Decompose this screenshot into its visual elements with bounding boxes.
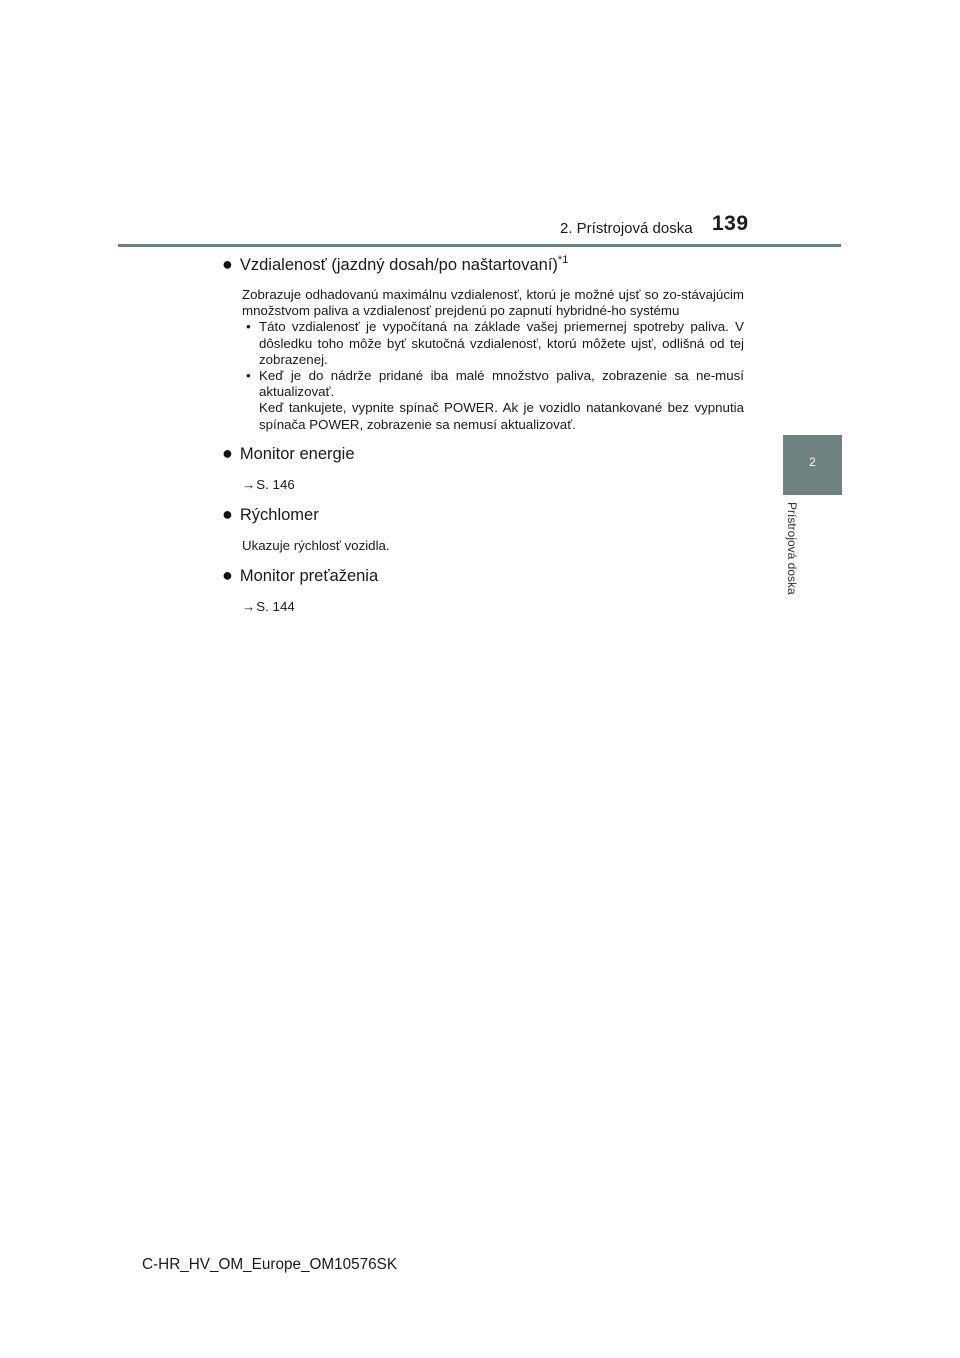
- section-energy-monitor: [222, 441, 744, 494]
- section-title: Rýchlomer: [239, 505, 319, 524]
- section-heading: [222, 252, 744, 279]
- section-title: Monitor energie: [239, 444, 355, 463]
- section-text: Ukazuje rýchlosť vozidla.: [242, 537, 390, 553]
- bullet-icon: ●: [222, 564, 233, 585]
- arrow-right-icon: →: [242, 598, 256, 614]
- page-reference: [242, 476, 744, 494]
- page-content: [222, 252, 744, 619]
- section-overload-monitor: [222, 563, 744, 616]
- section-title: Vzdialenosť (jazdný dosah/po naštartovaní): [239, 256, 558, 274]
- list-item-continuation: Keď tankujete, vypnite spínač POWER. Ak je vozidlo natankované bez vypnutia spínača POWER, zobrazenie sa nemusí aktualizovať.: [259, 400, 744, 432]
- bullet-icon: ●: [222, 254, 233, 274]
- footnote-mark: *1: [557, 254, 569, 266]
- arrow-right-icon: →: [242, 476, 256, 492]
- list-item: • Táto vzdialenosť je vypočítaná na základe vašej priemernej spotreby paliva. V dôsledku toho môže byť skutočná vzdialenosť, ktorú môžete ujsť, odlišná od tej zobrazenej.: [242, 319, 744, 368]
- header-rule: [118, 244, 841, 247]
- document-code: C-HR_HV_OM_Europe_OM10576SK: [142, 1256, 398, 1273]
- section-heading: [222, 563, 744, 588]
- list-item: [242, 368, 744, 433]
- page-number: 139: [712, 212, 749, 235]
- chapter-tab-label: Prístrojová doska: [785, 502, 799, 595]
- note-list: [242, 319, 744, 432]
- bullet-icon: ●: [222, 503, 233, 524]
- chapter-tab-number: 2: [809, 455, 816, 469]
- bullet-icon: ●: [222, 442, 233, 463]
- section-title: Monitor preťaženia: [239, 566, 379, 585]
- page-reference: [242, 598, 744, 616]
- chapter-tab: [783, 435, 842, 495]
- section-heading: [222, 502, 744, 527]
- reference-text: S. 146: [256, 476, 295, 492]
- reference-text: S. 144: [256, 598, 295, 614]
- section-speedometer: [222, 502, 744, 555]
- section-heading: [222, 441, 744, 466]
- chapter-title: 2. Prístrojová doska: [560, 220, 693, 237]
- section-text: Zobrazuje odhadovanú maximálnu vzdialenosť, ktorú je možné ujsť so zo-stávajúcim množstvom paliva a vzdialenosť prejdenú po zapnutí hybridné-ho systému: [242, 287, 744, 319]
- list-item-text: Keď je do nádrže pridané iba malé množstvo paliva, zobrazenie sa ne-musí aktualizovať.: [259, 368, 744, 400]
- section-distance: [222, 252, 744, 433]
